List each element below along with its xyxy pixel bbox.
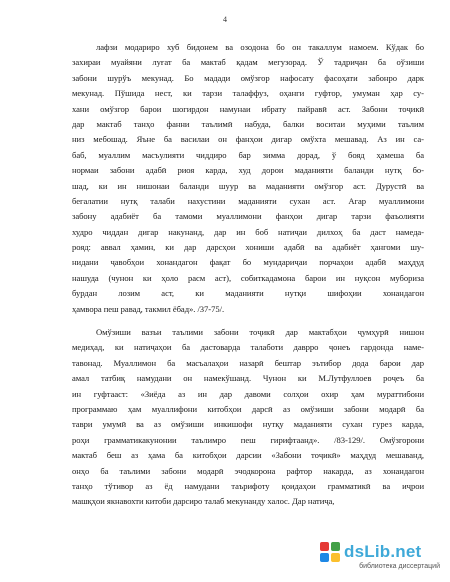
- text-line: ҳамвора пеш равад, такмил ёбад». /37-75/.: [72, 303, 225, 314]
- logo-square: [331, 542, 340, 551]
- watermark-subtitle: библиотека диссертаций: [359, 563, 440, 570]
- text-line: амал татбиқ намудани он намекўшанд. Чунон ки М.Лутфуллоев роҷеъ ба: [72, 373, 424, 384]
- text-line: медиҳад, ки натиҷаҳои ба дастоварда талаботи даврро ҷонеъ гардонда наме-: [72, 342, 424, 353]
- logo-square: [320, 553, 329, 562]
- text-line: танҳо тўтивор аз ёд намудани таърифоту қоидаҳои грамматикӣ ва иҷрои: [72, 480, 424, 491]
- text-line: таври умумӣ ва аз омўзиши инкишофи нутқу маданияти сухан гурез карда,: [72, 419, 424, 430]
- text-line: онҳо ба таълими забони модарӣ эчодкорона рафтор накарда, аз хонандагон: [72, 465, 424, 476]
- text-line: нормаи забони адабӣ риоя карда, худ дорои маданияти баланди нутқ бо-: [72, 165, 424, 176]
- text-line: нидани ҷавобҳои хонандагон фақат бо мундариҷаи порчаҳои адабӣ маҳдуд: [72, 257, 424, 268]
- logo-square: [320, 542, 329, 551]
- text-line: худро чиддан дигар накунанд, дар ин боб натиҷаи дилхоҳ ба даст намеда-: [72, 226, 424, 237]
- paragraph-gap: [72, 317, 424, 325]
- page-number: 4: [223, 15, 227, 24]
- text-line: лафзи модариро хуб бидонем ва озодона бо он такаллум намоем. Кўдак бо: [96, 42, 424, 52]
- text-line: забони шурўъ мекунад. Бо мадади омўзгор нафосату фасоҳати забонро дарк: [72, 72, 424, 83]
- text-line: бурдан лозим аст, ки маданияти нутқи шифоҳии хонандагон: [72, 288, 424, 299]
- text-line: Омўзиши вазъи таълими забони тоҷикӣ дар мактабҳои ҷумҳурӣ нишон: [96, 327, 424, 338]
- text-line: хани омўзгор барои шогирдон намунаи ибрату пайравӣ аст. Забони тоҷикӣ: [72, 103, 424, 114]
- text-line: программаю ҳам муаллифони китобҳои дарсӣ аз омўзиши забони модарӣ ба: [72, 403, 424, 414]
- text-line: ин гуфтааст: «Зиёда аз ин дар давоми солҳои охир ҳам мураттибони: [72, 388, 424, 399]
- text-line: рояд: аввал ҳамин, ки дар дарсҳои хониши адабӣ ва адабиёт ҳангоми шу-: [72, 242, 424, 253]
- paragraph: [72, 325, 424, 510]
- watermark-title: dsLib.net: [344, 542, 422, 561]
- logo-square: [331, 553, 340, 562]
- text-line: дар мактаб танҳо фанни таълимӣ набуда, балки воситаи муҳими таълим: [72, 118, 424, 129]
- text-line: машқҳои якнавохти китоби дарсиро талаб мекунанду халос. Дар натиҷа,: [72, 496, 335, 507]
- body-text: [72, 40, 424, 510]
- text-line: мактаб беш аз ҳама ба китобҳои дарсии «Забони тоҷикӣ» маҳдуд мешаванд,: [72, 450, 424, 461]
- text-line: забону адабиёт ба тамоми муаллимони фанҳои дигар тарзи фаъолияти: [72, 211, 424, 222]
- text-line: шад, ки ин нишонаи баланди шуур ва маданияти омўзгор аст. Дурустӣ ва: [72, 180, 424, 191]
- watermark-logo: [320, 542, 440, 572]
- text-line: захираи муайяни луғат ба мактаб қадам мегузорад. Ў тадриҷан ба оўзиши: [72, 57, 424, 68]
- text-line: бегалатии нутқ талаби нахустини маданияти сухан аст. Агар муаллимони: [72, 195, 424, 206]
- text-line: тавонад. Муаллимон ба масъалаҳои назарӣ бештар эътибор дода барои дар: [72, 357, 424, 368]
- paragraph: [72, 40, 424, 317]
- text-line: нашуда (чунон ки ҳоло расм аст), собиткадамона барои ин нуқсон мубориза: [72, 272, 424, 283]
- text-line: мекунад. Пўшида нест, ки тарзи талаффуз, оҳанги гуфтор, умуман ҳар су-: [72, 88, 424, 99]
- text-line: баб, муаллим масъулияти чиддиро бар зимма дорад, ў бояд ҳамеша ба: [72, 149, 424, 160]
- text-line: роҳи грамматикакунонии таълимро пеш гирифтаанд». /83-129/. Омўзгорони: [72, 434, 424, 445]
- dslib-logo-icon: [320, 542, 340, 562]
- text-line: низ мебошад. Яъне ба василаи он фанҳои дигар омўхта мешавад. Аз ин са-: [72, 134, 424, 145]
